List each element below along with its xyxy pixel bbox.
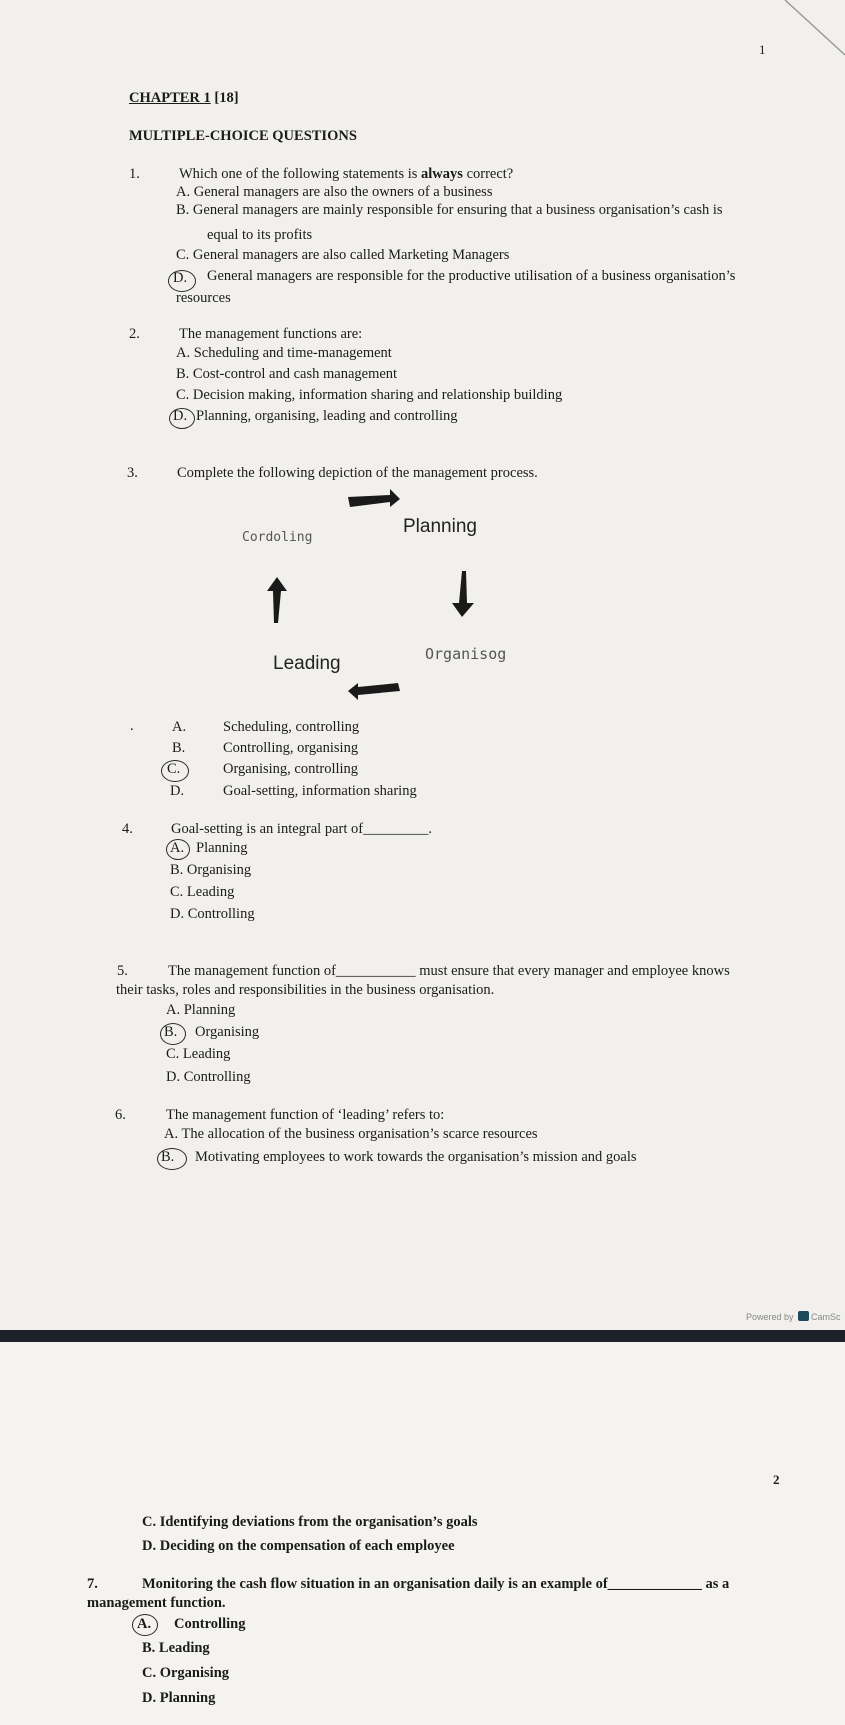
- q2-option-d: Planning, organising, leading and controlling: [196, 408, 458, 424]
- q5-option-a: A. Planning: [166, 1002, 236, 1018]
- q7-option-a: Controlling: [174, 1616, 246, 1632]
- q3-stem: Complete the following depiction of the management process.: [177, 465, 538, 481]
- q7-option-d: D. Planning: [142, 1690, 216, 1706]
- page-corner-line: [780, 0, 845, 60]
- q5-option-c: C. Leading: [166, 1046, 231, 1062]
- q1-option-b-cont: equal to its profits: [207, 227, 313, 243]
- q3-option-c: Organising, controlling: [223, 761, 359, 777]
- q2-option-c: C. Decision making, information sharing and relationship building: [176, 387, 563, 403]
- handwritten-organising: Organisog: [425, 645, 507, 663]
- chapter-heading: [129, 90, 239, 107]
- page-2: [0, 1342, 845, 1725]
- powered-by-text: Powered by: [746, 1312, 794, 1322]
- q3-option-a: Scheduling, controlling: [223, 719, 360, 735]
- q2-stem: The management functions are:: [179, 326, 363, 342]
- section-title: MULTIPLE-CHOICE QUESTIONS: [129, 128, 357, 144]
- q7-option-b: B. Leading: [142, 1640, 210, 1656]
- q5-option-b-label: B.: [164, 1024, 178, 1040]
- diagram-planning-label: Planning: [403, 516, 477, 537]
- chapter-title: CHAPTER 1: [129, 90, 211, 106]
- q6-number: 6.: [115, 1107, 126, 1123]
- q3-option-b-label: B.: [172, 740, 186, 756]
- q3-option-b: Controlling, organising: [223, 740, 359, 756]
- q1-option-d-label: D.: [173, 270, 188, 286]
- q1-option-b: B. General managers are mainly responsible for ensuring that a business organisation’s cash is: [176, 202, 723, 218]
- camscanner-text: CamSc: [811, 1312, 841, 1322]
- q2-option-a: A. Scheduling and time-management: [176, 345, 392, 361]
- q6-option-d: D. Deciding on the compensation of each employee: [142, 1538, 455, 1554]
- arrow-up-icon: [267, 577, 287, 623]
- camscanner-watermark: [746, 1311, 841, 1322]
- diagram-leading-label: Leading: [273, 653, 341, 674]
- q2-number: 2.: [129, 326, 140, 342]
- q6-option-b: Motivating employees to work towards the organisation’s mission and goals: [195, 1149, 637, 1165]
- q6-option-a: A. The allocation of the business organisation’s scarce resources: [164, 1126, 538, 1142]
- q1-option-d: General managers are responsible for the productive utilisation of a business organisation’s: [207, 268, 736, 284]
- q7-stem-cont: management function.: [87, 1595, 226, 1611]
- page-number: 1: [759, 42, 766, 57]
- q2-option-b: B. Cost-control and cash management: [176, 366, 398, 382]
- q1-number: 1.: [129, 166, 140, 182]
- chapter-marks: [18]: [214, 90, 239, 106]
- q3-bullet: .: [130, 718, 134, 734]
- q7-stem: Monitoring the cash flow situation in an organisation daily is an example of_____________ as a: [142, 1576, 730, 1592]
- handwritten-controlling: Cordoling: [242, 530, 313, 545]
- q1-option-a: A. General managers are also the owners of a business: [176, 184, 493, 200]
- q3-number: 3.: [127, 465, 138, 481]
- arrow-left-icon: [348, 683, 400, 700]
- q1-stem-bold: always: [421, 166, 463, 182]
- q5-number: 5.: [117, 963, 128, 979]
- q4-number: 4.: [122, 821, 133, 837]
- q1-stem-pre: Which one of the following statements is: [179, 166, 422, 182]
- q4-option-d: D. Controlling: [170, 906, 255, 922]
- arrow-down-icon: [452, 571, 474, 617]
- q7-option-c: C. Organising: [142, 1665, 230, 1681]
- page-number: 2: [773, 1472, 780, 1487]
- q4-option-a: Planning: [196, 840, 248, 856]
- q7-option-a-label: A.: [137, 1616, 152, 1632]
- q1-option-d-cont: resources: [176, 290, 231, 306]
- q3-option-a-label: A.: [172, 719, 187, 735]
- page-divider: [0, 1330, 845, 1342]
- q4-stem: Goal-setting is an integral part of_________.: [171, 821, 432, 837]
- management-process-diagram: [240, 485, 540, 715]
- q2-option-d-label: D.: [173, 408, 188, 424]
- q4-option-b: B. Organising: [170, 862, 252, 878]
- q5-option-d: D. Controlling: [166, 1069, 251, 1085]
- q3-option-d-label: D.: [170, 783, 185, 799]
- q5-stem-cont: their tasks, roles and responsibilities in the business organisation.: [116, 982, 495, 998]
- q3-option-d: Goal-setting, information sharing: [223, 783, 417, 799]
- q3-option-c-label: C.: [167, 761, 181, 777]
- q1-stem: [179, 166, 513, 183]
- q6-stem: The management function of ‘leading’ refers to:: [166, 1107, 445, 1123]
- arrow-right-icon: [348, 489, 400, 507]
- q6-option-c: C. Identifying deviations from the organisation’s goals: [142, 1514, 478, 1530]
- q5-stem: The management function of___________ must ensure that every manager and employee knows: [168, 963, 730, 979]
- q7-number: 7.: [87, 1576, 98, 1592]
- q4-option-c: C. Leading: [170, 884, 235, 900]
- q4-option-a-label: A.: [170, 840, 185, 856]
- q5-option-b: Organising: [195, 1024, 260, 1040]
- q1-stem-post: correct?: [462, 166, 514, 182]
- q1-option-c: C. General managers are also called Marketing Managers: [176, 247, 510, 263]
- q6-option-b-label: B.: [161, 1149, 175, 1165]
- camscanner-logo-icon: [798, 1311, 809, 1321]
